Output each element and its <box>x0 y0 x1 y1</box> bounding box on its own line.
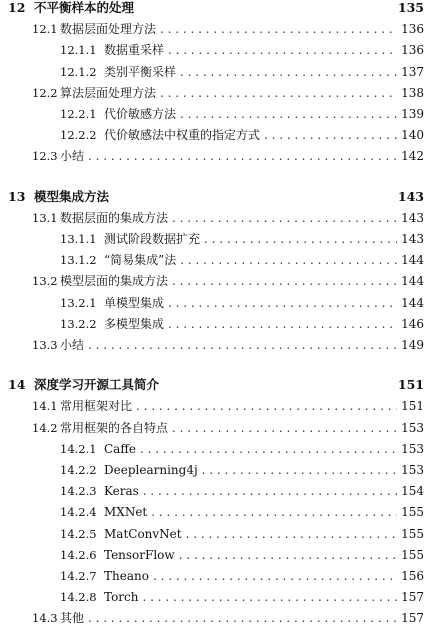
subsection-page-number: 137 <box>401 64 424 79</box>
section-entry[interactable] <box>0 608 430 628</box>
subsection-number: 14.2.4 <box>60 505 97 520</box>
section-number: 14.3 <box>32 611 58 626</box>
chapter-entry[interactable] <box>0 187 430 207</box>
subsection-page-number: 155 <box>401 505 424 520</box>
section-title: 模型层面的集成方法 <box>60 274 169 289</box>
dot-leader <box>143 481 397 501</box>
section-page-number: 136 <box>401 22 424 37</box>
dot-leader <box>179 545 397 565</box>
subsection-title: 代价敏感法中权重的指定方式 <box>104 128 261 143</box>
section-page-number: 143 <box>401 210 424 225</box>
dot-leader <box>136 396 397 416</box>
subsection-title: 代价敏感方法 <box>104 107 177 121</box>
section-page-number: 157 <box>401 611 424 626</box>
subsection-entry[interactable] <box>0 62 430 82</box>
section-number: 12.2 <box>32 85 58 100</box>
subsection-title: Deeplearning4j <box>104 463 198 477</box>
dot-leader <box>153 566 397 586</box>
subsection-number: 14.2.2 <box>60 463 97 477</box>
subsection-title: “简易集成”法 <box>104 253 177 268</box>
subsection-number: 14.2.1 <box>60 441 97 456</box>
section-page-number: 153 <box>401 420 424 435</box>
subsection-entry[interactable] <box>0 314 430 334</box>
subsection-title: Theano <box>104 569 149 583</box>
dot-leader <box>186 524 397 544</box>
subsection-page-number: 140 <box>401 128 424 143</box>
dot-leader <box>142 587 397 607</box>
subsection-number: 13.1.2 <box>60 253 97 268</box>
subsection-page-number: 154 <box>401 484 424 499</box>
dot-leader <box>168 314 397 334</box>
chapter-title: 不平衡样本的处理 <box>34 0 135 15</box>
section-title: 数据层面的集成方法 <box>60 210 169 225</box>
chapter-page-number: 135 <box>397 0 424 15</box>
subsection-title: 单模型集成 <box>104 295 165 310</box>
section-entry[interactable] <box>0 396 430 416</box>
section-entry[interactable] <box>0 19 430 39</box>
subsection-entry[interactable] <box>0 229 430 249</box>
subsection-number: 12.2.1 <box>60 107 97 121</box>
dot-leader <box>172 208 397 228</box>
dot-leader <box>168 40 397 60</box>
subsection-entry[interactable] <box>0 545 430 565</box>
section-title: 数据层面处理方法 <box>60 22 157 37</box>
subsection-page-number: 136 <box>401 43 424 58</box>
subsection-title: 数据重采样 <box>104 43 165 58</box>
chapter-entry[interactable] <box>0 375 430 395</box>
dot-leader <box>88 146 397 166</box>
dot-leader <box>264 125 397 145</box>
chapter-number: 13 <box>8 188 26 204</box>
subsection-title: Caffe <box>104 441 136 456</box>
subsection-entry[interactable] <box>0 40 430 60</box>
dot-leader <box>160 83 397 103</box>
subsection-number: 12.2.2 <box>60 128 97 143</box>
dot-leader <box>140 439 397 459</box>
section-title: 常用框架对比 <box>60 399 133 414</box>
subsection-number: 13.1.1 <box>60 232 97 246</box>
chapter-number: 12 <box>8 0 26 15</box>
section-number: 13.2 <box>32 274 58 289</box>
section-entry[interactable] <box>0 271 430 291</box>
chapter-page-number: 151 <box>397 377 424 393</box>
section-page-number: 151 <box>401 399 424 414</box>
subsection-title: 多模型集成 <box>104 316 165 331</box>
dot-leader <box>180 62 397 82</box>
section-number: 13.1 <box>32 210 58 225</box>
subsection-entry[interactable] <box>0 587 430 607</box>
section-title: 小结 <box>60 338 85 352</box>
subsection-page-number: 153 <box>401 441 424 456</box>
chapter-page-number: 143 <box>397 188 424 204</box>
subsection-page-number: 139 <box>401 107 424 121</box>
subsection-entry[interactable] <box>0 439 430 459</box>
subsection-page-number: 144 <box>401 295 424 310</box>
subsection-entry[interactable] <box>0 502 430 522</box>
subsection-number: 13.2.2 <box>60 316 97 331</box>
subsection-number: 13.2.1 <box>60 295 97 310</box>
section-entry[interactable] <box>0 418 430 438</box>
subsection-entry[interactable] <box>0 566 430 586</box>
chapter-title: 深度学习开源工具简介 <box>34 377 160 393</box>
section-number: 14.2 <box>32 420 58 435</box>
dot-leader <box>88 335 397 355</box>
subsection-entry[interactable] <box>0 250 430 270</box>
subsection-number: 12.1.2 <box>60 64 97 79</box>
section-number: 12.3 <box>32 149 58 164</box>
chapter-entry[interactable] <box>0 0 430 18</box>
dot-leader <box>180 250 397 270</box>
subsection-title: 测试阶段数据扩充 <box>104 232 201 246</box>
subsection-number: 14.2.3 <box>60 484 97 499</box>
subsection-number: 14.2.7 <box>60 569 97 583</box>
section-title: 小结 <box>60 149 85 164</box>
section-entry[interactable] <box>0 335 430 355</box>
subsection-page-number: 155 <box>401 526 424 541</box>
subsection-entry[interactable] <box>0 104 430 124</box>
subsection-title: Torch <box>104 590 139 605</box>
subsection-page-number: 153 <box>401 463 424 477</box>
dot-leader <box>202 460 397 480</box>
dot-leader <box>204 229 397 249</box>
section-page-number: 138 <box>401 85 424 100</box>
dot-leader <box>172 271 397 291</box>
subsection-page-number: 156 <box>401 569 424 583</box>
subsection-page-number: 155 <box>401 547 424 562</box>
subsection-entry[interactable] <box>0 524 430 544</box>
subsection-entry[interactable] <box>0 460 430 480</box>
section-title: 算法层面处理方法 <box>60 85 157 100</box>
subsection-page-number: 146 <box>401 316 424 331</box>
subsection-number: 14.2.6 <box>60 547 97 562</box>
subsection-title: Keras <box>104 484 139 499</box>
dot-leader <box>160 19 397 39</box>
subsection-title: TensorFlow <box>104 547 175 562</box>
subsection-title: 类别平衡采样 <box>104 64 177 79</box>
chapter-title: 模型集成方法 <box>34 188 110 204</box>
dot-leader <box>172 418 397 438</box>
chapter-number: 14 <box>8 377 26 393</box>
section-number: 13.3 <box>32 338 58 352</box>
subsection-entry[interactable] <box>0 481 430 501</box>
dot-leader <box>180 104 397 124</box>
subsection-page-number: 143 <box>401 232 424 246</box>
section-page-number: 142 <box>401 149 424 164</box>
dot-leader <box>88 608 397 628</box>
section-page-number: 144 <box>401 274 424 289</box>
subsection-entry[interactable] <box>0 125 430 145</box>
subsection-title: MatConvNet <box>104 526 182 541</box>
subsection-entry[interactable] <box>0 293 430 313</box>
subsection-number: 12.1.1 <box>60 43 97 58</box>
section-entry[interactable] <box>0 83 430 103</box>
section-entry[interactable] <box>0 208 430 228</box>
section-page-number: 149 <box>401 338 424 352</box>
subsection-title: MXNet <box>104 505 148 520</box>
subsection-page-number: 157 <box>401 590 424 605</box>
section-entry[interactable] <box>0 146 430 166</box>
subsection-number: 14.2.8 <box>60 590 97 605</box>
section-number: 12.1 <box>32 22 58 37</box>
section-title: 常用框架的各自特点 <box>60 420 169 435</box>
subsection-number: 14.2.5 <box>60 526 97 541</box>
section-number: 14.1 <box>32 399 58 414</box>
dot-leader <box>151 502 397 522</box>
subsection-page-number: 144 <box>401 253 424 268</box>
dot-leader <box>168 293 397 313</box>
section-title: 其他 <box>60 611 85 626</box>
